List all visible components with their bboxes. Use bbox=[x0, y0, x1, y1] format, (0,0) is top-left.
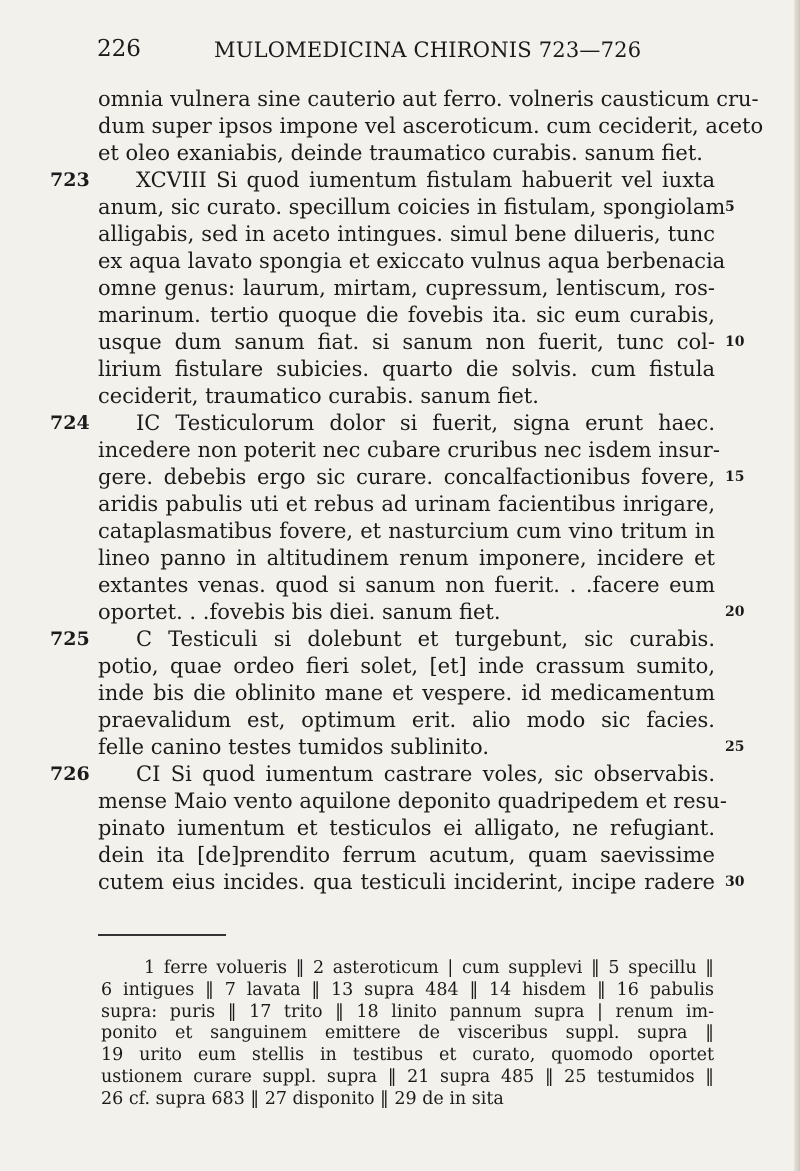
text-line bbox=[0, 383, 800, 410]
footnote-line bbox=[0, 1045, 800, 1067]
footnote-text: supra: puris ‖ 17 trito ‖ 18 linito pannum supra | renum im- bbox=[101, 1001, 714, 1022]
footnote-text: 19 urito eum stellis in testibus et curato, quomodo oportet bbox=[101, 1045, 714, 1066]
chapter-number: 725 bbox=[50, 628, 90, 650]
line-text: CI Si quod iumentum castrare voles, sic observabis. bbox=[136, 762, 715, 786]
footnote-text: 1 ferre volueris ‖ 2 asteroticum | cum supplevi ‖ 5 specillu ‖ bbox=[144, 958, 714, 978]
text-line bbox=[0, 410, 800, 437]
footnote-text: 26 cf. supra 683 ‖ 27 disponito ‖ 29 de in sita bbox=[101, 1088, 504, 1109]
footnote-line bbox=[0, 1023, 800, 1045]
chapter-number: 724 bbox=[50, 412, 90, 434]
line-text: dum super ipsos impone vel asceroticum. cum ceciderit, aceto bbox=[98, 114, 764, 138]
footnote-text: ponito et sanguinem emittere de visceribus suppl. supra ‖ bbox=[101, 1023, 714, 1044]
line-text: IC Testiculorum dolor si fuerit, signa erunt haec. bbox=[136, 411, 715, 435]
text-line bbox=[0, 788, 800, 815]
line-text: marinum. tertio quoque die fovebis ita. sic eum curabis, bbox=[98, 303, 715, 327]
text-line bbox=[0, 329, 800, 356]
footnote-divider bbox=[98, 934, 226, 936]
line-text: inde bis die oblinito mane et vespere. id medicamentum bbox=[98, 681, 715, 705]
line-text: anum, sic curato. specillum coicies in fistulam, spongiolam bbox=[98, 195, 726, 219]
text-line bbox=[0, 599, 800, 626]
chapter-number: 726 bbox=[50, 763, 90, 785]
text-line bbox=[0, 221, 800, 248]
line-text: lineo panno in altitudinem renum imponere, incidere et bbox=[98, 546, 715, 570]
line-text: potio, quae ordeo fieri solet, [et] inde crassum sumito, bbox=[98, 654, 715, 678]
text-line bbox=[0, 518, 800, 545]
text-line bbox=[0, 842, 800, 869]
line-text: omnia vulnera sine cauterio aut ferro. volneris causticum cru- bbox=[98, 87, 759, 111]
running-title: MULOMEDICINA CHIRONIS 723—726 bbox=[214, 38, 642, 62]
line-text: ex aqua lavato spongia et exiccato vulnus aqua berbenacia bbox=[98, 249, 726, 273]
line-text: gere. debebis ergo sic curare. concalfactionibus fovere, bbox=[98, 465, 715, 489]
footnote-line bbox=[0, 980, 800, 1002]
chapter-number: 723 bbox=[50, 169, 90, 191]
text-line bbox=[0, 437, 800, 464]
text-line bbox=[0, 680, 800, 707]
text-line bbox=[0, 761, 800, 788]
text-line bbox=[0, 113, 800, 140]
line-text: ceciderit, traumatico curabis. sanum fiet. bbox=[98, 384, 539, 408]
line-text: XCVIII Si quod iumentum fistulam habuerit vel iuxta bbox=[136, 168, 715, 192]
line-text: oportet. . .fovebis bis diei. sanum fiet. bbox=[98, 600, 501, 624]
text-line bbox=[0, 356, 800, 383]
line-text: incedere non poterit nec cubare cruribus nec isdem insur- bbox=[98, 438, 720, 462]
text-line bbox=[0, 653, 800, 680]
text-line bbox=[0, 86, 800, 113]
text-line bbox=[0, 194, 800, 221]
line-number: 20 bbox=[725, 604, 745, 620]
footnote-text: ustionem curare suppl. supra ‖ 21 supra 485 ‖ 25 testumidos ‖ bbox=[101, 1066, 714, 1087]
line-text: dein ita [de]prendito ferrum acutum, quam saevissime bbox=[98, 843, 715, 867]
page-header bbox=[0, 36, 800, 76]
text-line bbox=[0, 815, 800, 842]
line-text: cutem eius incides. qua testiculi inciderint, incipe radere bbox=[98, 870, 715, 894]
line-number: 5 bbox=[725, 199, 735, 215]
footnote-line bbox=[0, 1002, 800, 1024]
line-text: et oleo exaniabis, deinde traumatico curabis. sanum fiet. bbox=[98, 141, 703, 165]
text-line bbox=[0, 464, 800, 491]
line-text: aridis pabulis uti et rebus ad urinam facientibus inrigare, bbox=[98, 492, 715, 516]
line-number: 10 bbox=[725, 334, 745, 350]
page-number: 226 bbox=[97, 36, 141, 62]
text-line bbox=[0, 248, 800, 275]
line-text: usque dum sanum fiat. si sanum non fuerit, tunc col- bbox=[98, 330, 715, 354]
text-line bbox=[0, 707, 800, 734]
main-text bbox=[0, 86, 800, 896]
text-line bbox=[0, 167, 800, 194]
footnote-line bbox=[0, 1089, 800, 1111]
line-text: felle canino testes tumidos sublinito. bbox=[98, 735, 490, 759]
text-line bbox=[0, 302, 800, 329]
text-line bbox=[0, 869, 800, 896]
text-line bbox=[0, 626, 800, 653]
footnote-line bbox=[0, 1067, 800, 1089]
line-text: alligabis, sed in aceto intingues. simul bene dilueris, tunc bbox=[98, 222, 715, 246]
line-text: mense Maio vento aquilone deponito quadripedem et resu- bbox=[98, 789, 727, 813]
footnote-line bbox=[0, 958, 800, 980]
text-line bbox=[0, 491, 800, 518]
line-text: C Testiculi si dolebunt et turgebunt, sic curabis. bbox=[136, 627, 715, 651]
line-number: 15 bbox=[725, 469, 745, 485]
line-number: 25 bbox=[725, 739, 745, 755]
line-text: pinato iumentum et testiculos ei alligato, ne refugiant. bbox=[98, 816, 715, 840]
line-text: extantes venas. quod si sanum non fuerit. . .facere eum bbox=[98, 573, 715, 597]
line-text: omne genus: laurum, mirtam, cupressum, lentiscum, ros- bbox=[98, 276, 715, 300]
line-number: 30 bbox=[725, 874, 745, 890]
text-line bbox=[0, 572, 800, 599]
line-text: lirium fistulare subicies. quarto die solvis. cum fistula bbox=[98, 357, 715, 381]
text-line bbox=[0, 545, 800, 572]
line-text: cataplasmatibus fovere, et nasturcium cum vino tritum in bbox=[98, 519, 715, 543]
text-line bbox=[0, 275, 800, 302]
footnotes bbox=[0, 958, 800, 1111]
text-line bbox=[0, 140, 800, 167]
line-text: praevalidum est, optimum erit. alio modo sic facies. bbox=[98, 708, 715, 732]
footnote-text: 6 intigues ‖ 7 lavata ‖ 13 supra 484 ‖ 14 hisdem ‖ 16 pabulis bbox=[101, 979, 714, 1000]
text-line bbox=[0, 734, 800, 761]
